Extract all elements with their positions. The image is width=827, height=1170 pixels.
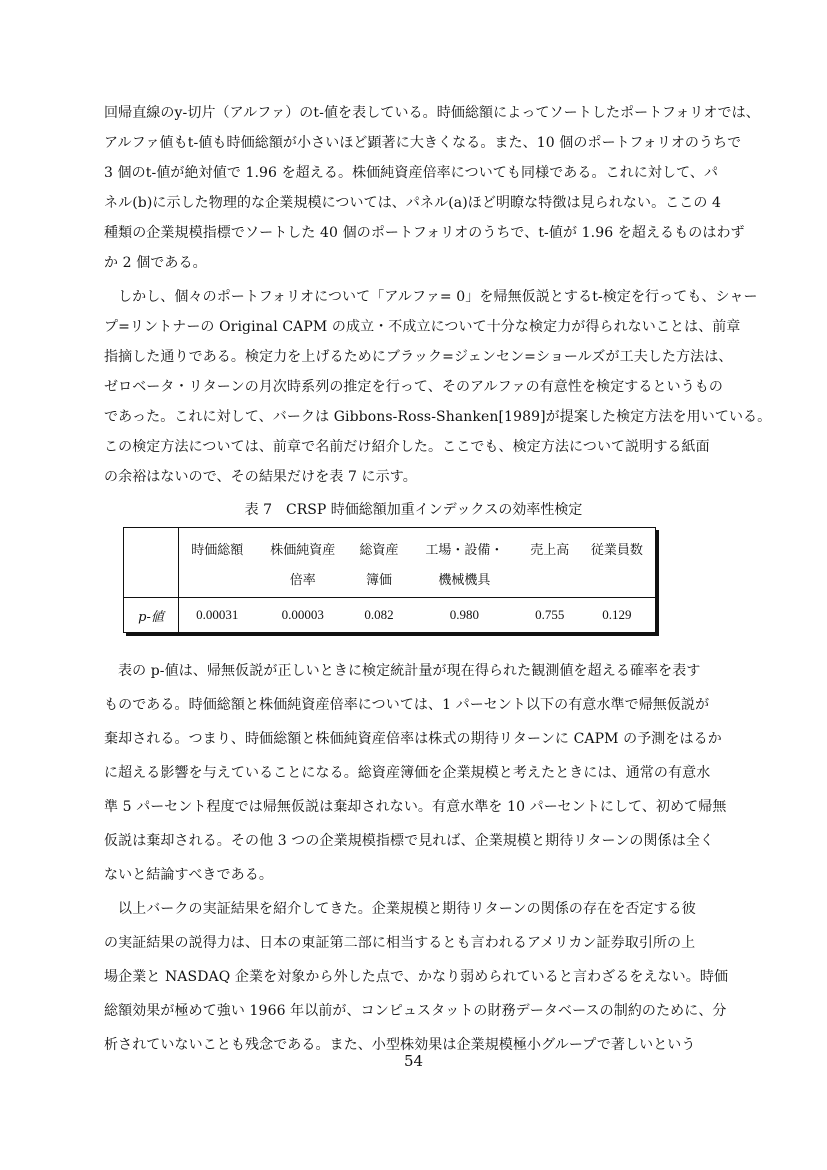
paragraph-1-line-1: 回帰直線のy-切片（アルファ）のt-値を表している。時価総額によってソートしたポートフォリオでは、 [104,105,760,121]
table-corner-cell [124,528,179,598]
efficiency-test-table [123,527,656,633]
header-market-cap: 時価総額 [179,528,256,598]
p-value-plant-equipment: 0.980 [449,607,479,622]
paragraph-4-line-1: 以上バークの実証結果を紹介してきた。企業規模と期待リターンの関係の存在を否定する彼 [118,901,696,917]
paragraph-2-line-6: この検定方法については、前章で名前だけ紹介した。ここでも、検定方法について説明する紙面 [104,439,710,455]
p-value-sales: 0.755 [535,607,565,622]
paragraph-2-line-4: ゼロベータ・リターンの月次時系列の推定を行って、そのアルファの有意性を検定するというもの [104,379,723,395]
paragraph-4-line-3: 場企業と NASDAQ 企業を対象から外した点で、かなり弱められていると言わざるをえない。時価 [104,969,729,985]
paragraph-3-line-1: 表の p-値は、帰無仮説が正しいときに検定統計量が現在得られた観測値を超える確率を表す [118,663,701,679]
paragraph-1-line-5: 種類の企業規模指標でソートした 40 個のポートフォリオのうちで、t-値が 1.96 を超えるものはわず [104,225,745,241]
paragraph-1-line-6: か 2 個である。 [104,255,207,271]
page-number: 54 [403,1052,424,1070]
paragraph-1-line-4: ネル(b)に示した物理的な企業規模については、パネル(a)ほど明瞭な特徴は見られない。ここの 4 [104,195,722,211]
paragraph-2-line-7: の余裕はないので、その結果だけを表 7 に示す。 [104,469,417,485]
p-value-employees: 0.129 [602,607,632,622]
header-employees: 従業員数 [579,528,655,598]
table-caption: 表 7 CRSP 時価総額加重インデックスの効率性検定 [244,502,583,518]
header-plant-equipment: 工場・設備・ 機械機具 [408,528,521,598]
paragraph-3-line-4: に超える影響を与えていることになる。総資産簿価を企業規模と考えたときには、通常の有意水 [104,765,711,781]
paragraph-4-line-4: 総額効果が極めて強い 1966 年以前が、コンピュスタットの財務データベースの制約のために、分 [104,1003,727,1019]
p-value-total-assets: 0.082 [364,607,394,622]
paragraph-2-line-3: 指摘した通りである。検定力を上げるためにブラック=ジェンセン=ショールズが工夫した方法は、 [104,349,733,365]
paragraph-3-line-7: ないと結論すべきである。 [104,867,273,883]
paragraph-4-line-2: の実証結果の説得力は、日本の東証第二部に相当するとも言われるアメリカン証券取引所の上 [104,935,696,951]
p-value-book-to-market: 0.00003 [281,607,324,622]
header-sales: 売上高 [521,528,579,598]
p-value-market-cap: 0.00031 [196,607,239,622]
paragraph-1-line-3: 3 個のt-値が絶対値で 1.96 を超える。株価純資産倍率についても同様である。これに対して、パ [104,165,719,181]
table-header-row [124,528,655,598]
paragraph-4-line-5: 析されていないことも残念である。また、小型株効果は企業規模極小グループで著しいという [104,1037,696,1053]
paragraph-2-line-1: しかし、個々のポートフォリオについて「アルファ= 0」を帰無仮説とするt-検定を行っても、シャー [118,289,758,305]
paragraph-3-line-2: ものである。時価総額と株価純資産倍率については、1 パーセント以下の有意水準で帰無仮説が [104,697,710,713]
table-row [124,598,655,633]
paragraph-3-line-6: 仮説は棄却される。その他 3 つの企業規模指標で見れば、企業規模と期待リターンの関係は全く [104,833,715,849]
paragraph-3-line-3: 棄却される。つまり、時価総額と株価純資産倍率は株式の期待リターンに CAPM の予測をはるか [104,731,722,747]
paragraph-1-line-2: アルファ値もt-値も時価総額が小さいほど顕著に大きくなる。また、10 個のポートフォリオのうちで [104,135,742,151]
paragraph-2-line-2: プ=リントナーの Original CAPM の成立・不成立について十分な検定力が得られないことは、前章 [104,319,741,335]
paragraph-2-line-5: であった。これに対して、バークは Gibbons-Ross-Shanken[1989]が提案した検定方法を用いている。 [104,409,772,425]
paragraph-3-line-5: 準 5 パーセント程度では帰無仮説は棄却されない。有意水準を 10 パーセントにして、初めて帰無 [104,799,727,815]
row-label-p-value: p-値 [124,598,179,633]
header-book-to-market: 株価純資産 倍率 [255,528,350,598]
header-total-assets: 総資産 簿価 [350,528,408,598]
